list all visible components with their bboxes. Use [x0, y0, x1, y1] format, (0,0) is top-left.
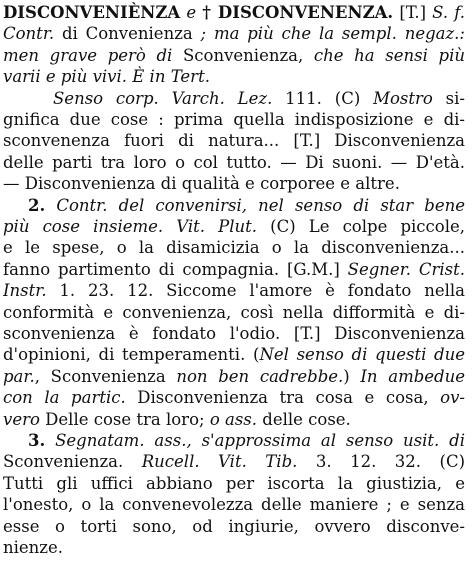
sense-gloss: più cose insieme. Vit. Plut. [3, 217, 258, 236]
sense2-line: conformità e convenienza, così nella difformità e di- [3, 302, 465, 322]
citation: Senso corp. Varch. Lez. [53, 88, 273, 108]
dagger-mark: † [202, 3, 212, 22]
sense2-line [3, 216, 465, 237]
quote-text: Mostro [373, 88, 433, 108]
def-text: men grave però di [3, 45, 173, 65]
citation-ref: 111. (C) [272, 88, 374, 108]
sense1-line: gnifica due cose : prima quella indisposizione e di- [3, 110, 465, 129]
sense2-line [3, 366, 465, 387]
note-text: ) [343, 366, 361, 386]
def-text: ma più che la sempl. negaz.: [213, 24, 465, 44]
part-of-speech: S. f. [432, 3, 465, 22]
note-text: , Sconvenienza [34, 366, 177, 386]
entry-def-line [3, 23, 465, 44]
sense2-line [28, 195, 465, 216]
headword-conjunction: e [186, 3, 197, 22]
sense-gloss: In ambedue [360, 366, 465, 386]
sense-gloss: o ass. [209, 409, 258, 429]
quote-text: delle cose. [257, 409, 351, 429]
citation-ref: 3. 12. 32. (C) [297, 452, 465, 472]
sense1-line: sconvenenza fuori di natura... [T.] Disconvenienza [3, 131, 465, 151]
headword-variant: DISCONVENENZA. [217, 3, 394, 22]
note-text: non ben cadrebbe. [176, 366, 344, 386]
note-text: Nel senso di questi due [259, 345, 465, 365]
quote-text: 1. 23. 12. Siccome l'amore è fondato nella [46, 281, 465, 301]
sense2-line [3, 280, 465, 301]
sense3-line: nienze. [3, 538, 63, 557]
def-text: di [54, 24, 86, 44]
quote-text: d'opinioni, di temperamenti. ( [3, 345, 260, 365]
headword-primary: DISCONVENIÈNZA [3, 3, 181, 22]
def-text: varii e più vivi. È in Tert. [3, 67, 210, 87]
sense3-line: l'onesto, o la convenevolezza delle maniere ; e senza [3, 495, 465, 515]
entry-def-line [3, 66, 465, 87]
sense3-line [28, 430, 465, 451]
def-text: Contr. [3, 24, 55, 44]
quote-text: si- [432, 88, 465, 108]
quote-text: Sconvenienza. [3, 452, 142, 472]
sense1-line [53, 88, 465, 109]
sense-number: 3. [28, 431, 46, 450]
sense2-line [3, 387, 465, 408]
sense2-line [3, 259, 465, 280]
quote-text: Delle cose tra loro; [39, 409, 210, 429]
sense-gloss: con la partic. [3, 388, 126, 408]
citation: Rucell. Vit. Tib. [141, 452, 298, 472]
quote-text: (C) Le colpe piccole, [257, 217, 465, 236]
sense3-line [3, 451, 465, 472]
sense2-line [3, 409, 465, 430]
sense-gloss: ov- [440, 388, 465, 408]
sense1-line: — Disconvenienza di qualità e corporee e altre. [3, 174, 400, 194]
entry-def-line [3, 45, 465, 66]
sense-gloss: vero [3, 409, 40, 429]
def-text: ; [192, 24, 214, 44]
sense3-line: esse o torti sono, od ingiurie, ovvero disconve- [3, 516, 465, 536]
def-text: Sconvenienza, [172, 45, 314, 65]
sense-gloss: Segnatam. ass., s'approssima al senso usit. di [45, 431, 465, 450]
sense-number: 2. [28, 195, 46, 215]
sense2-line: sconvenienza è fondato l'odio. [T.] Disconvenienza [3, 324, 465, 343]
sense3-line: Tutti gli uffici abbiano per iscorta la giustizia, e [3, 473, 465, 493]
quote-text: Disconvenienza tra cosa e cosa, [125, 388, 441, 408]
note-text: par. [3, 366, 35, 386]
def-text: che ha sensi più [313, 45, 465, 65]
sense-gloss: Contr. del convenirsi, nel senso di star bene [45, 195, 465, 215]
citation: Segner. Crist. [347, 259, 465, 279]
entry-headline [3, 2, 465, 23]
sense1-line: delle parti tra loro o col tutto. — Di suoni. — D'età. [3, 152, 465, 172]
citation: Instr. [3, 281, 47, 301]
def-text: Convenienza [85, 24, 193, 44]
sense2-line [3, 344, 465, 365]
sense2-line: e le spese, o la disamicizia o la disconvenienza... [3, 238, 465, 258]
quote-text: fanno partimento di compagnia. [G.M.] [3, 259, 348, 279]
tag-t: [T.] [399, 3, 427, 22]
